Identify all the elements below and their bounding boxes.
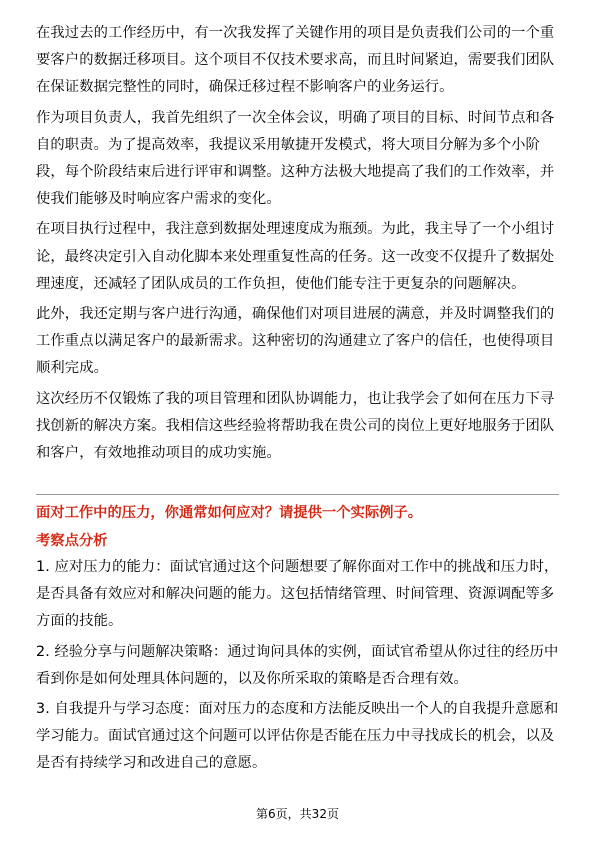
- body-paragraph: 作为项目负责人，我首先组织了一次全体会议，明确了项目的目标、时间节点和各 自的职责。为了提高效率，我提议采用敏捷开发模式，将大项目分解为多个小阶 段，每个阶段结束后进行评审和调整。这种方法极大地提高了我们的工作效率，并 使我们能够及时响应客户需求的变化。: [36, 109, 555, 208]
- analysis-item: 3. 自我提升与学习态度：面对压力的态度和方法能反映出一个人的自我提升意愿和 学习能力。面试官通过这个问题可以评估你是否能在压力中寻找成长的机会，以及 是否有持续学习和改进自己的意愿。: [36, 701, 559, 772]
- analysis-item: 1. 应对压力的能力：面试官通过这个问题想要了解你面对工作中的挑战和压力时， 是否具备有效应对和解决问题的能力。这包括情绪管理、时间管理、资源调配等多 方面的技能。: [36, 559, 559, 630]
- body-paragraph: 在项目执行过程中，我注意到数据处理速度成为瓶颈。为此，我主导了一个小组讨 论，最终决定引入自动化脚本来处理重复性高的任务。这一改变不仅提升了数据处 理速度，还减轻了团队成员的工作负担，使他们能专注于更复杂的问题解决。: [36, 221, 555, 292]
- body-paragraph: 这次经历不仅锻炼了我的项目管理和团队协调能力，也让我学会了如何在压力下寻 找创新的解决方案。我相信这些经验将帮助我在贵公司的岗位上更好地服务于团队 和客户，有效地推动项目的成功实施。: [36, 390, 555, 462]
- answer-body: [36, 20, 559, 470]
- analysis-heading: 考察点分析: [36, 533, 108, 549]
- body-paragraph: 在我过去的工作经历中，有一次我发挥了关键作用的项目是负责我们公司的一个重 要客户的数据迁移项目。这个项目不仅技术要求高，而且时间紧迫，需要我们团队 在保证数据完整性的同时，确保迁移过程不影响客户的业务运行。: [36, 25, 555, 96]
- analysis-item: 2. 经验分享与问题解决策略：通过询问具体的实例，面试官希望从你过往的经历中 看到你是如何处理具体问题的，以及你所采取的策略是否合理有效。: [36, 643, 559, 687]
- page-number: 第6页，共32页: [256, 807, 339, 821]
- question-heading: 面对工作中的压力，你通常如何应对？请提供一个实际例子。: [36, 505, 423, 521]
- body-paragraph: 此外，我还定期与客户进行沟通，确保他们对项目进展的满意，并及时调整我们的 工作重点以满足客户的最新需求。这种密切的沟通建立了客户的信任，也使得项目 顺利完成。: [36, 306, 555, 377]
- question-section: [36, 500, 559, 781]
- section-divider: [36, 494, 559, 495]
